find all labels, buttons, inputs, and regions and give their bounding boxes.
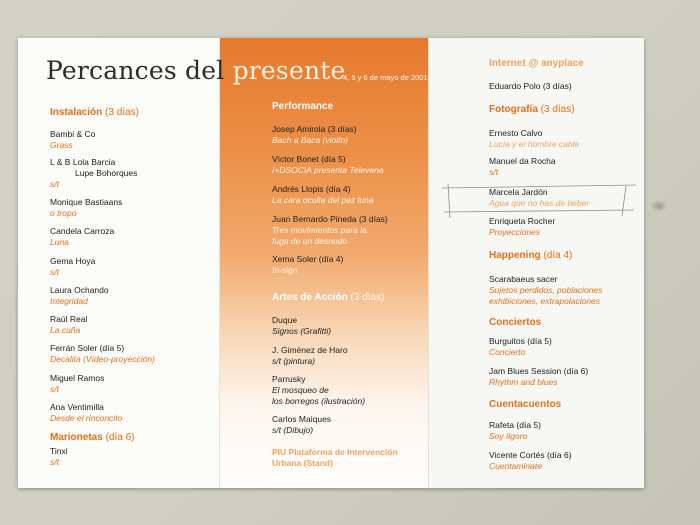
section-title: Internet @ anyplace — [489, 58, 584, 69]
artist-name: Jam Blues Session (día 6) — [489, 366, 589, 376]
work-title: o tropo — [50, 208, 77, 218]
list-item — [489, 187, 589, 209]
work-title: s/t — [50, 267, 59, 277]
artist-name: Ana Ventimilla — [50, 402, 104, 412]
right-panel — [428, 38, 644, 488]
work-title: Sujetos perdidos, poblaciones — [489, 285, 603, 295]
middle-panel — [220, 38, 428, 488]
work-title: s/t (pintura) — [272, 356, 315, 366]
work-title: Bach a Baca (violín) — [272, 135, 349, 145]
list-item — [272, 184, 374, 206]
work-title: Soy Ilgoro — [489, 431, 528, 441]
list-item — [50, 197, 122, 219]
work-title: Proyecciones — [489, 227, 541, 237]
work-title: Rhythm and blues — [489, 377, 558, 387]
section-note: (día 4) — [543, 250, 573, 261]
work-title: La cuña — [50, 325, 81, 335]
section-piu — [272, 447, 398, 469]
list-item — [50, 129, 95, 151]
list-item — [50, 446, 68, 468]
section-marionetas — [50, 432, 134, 443]
section-note: (3 días) — [350, 292, 385, 303]
artist-name: Burguitos (día 5) — [489, 336, 552, 346]
list-item — [272, 414, 331, 436]
list-item — [272, 254, 343, 276]
work-title-2: exhibiciones, extrapolaciones — [489, 296, 601, 306]
section-cuentacuentos — [489, 399, 561, 410]
section-title: Fotografía — [489, 104, 538, 115]
artist-name: Duque — [272, 315, 298, 325]
page-title — [46, 56, 346, 85]
list-item — [489, 128, 579, 150]
section-title: PIU Plataforma de Intervención — [272, 447, 398, 457]
artist-name: Andrés Llopis (día 4) — [272, 184, 351, 194]
artist-name: Raúl Real — [50, 314, 88, 324]
work-title: Concierto — [489, 347, 526, 357]
section-performance — [272, 101, 333, 112]
artist-name: Laura Ochando — [50, 285, 109, 295]
artist-name: Monique Bastiaans — [50, 197, 123, 207]
artist-name: Scarabaeus sacer — [489, 274, 558, 284]
left-panel — [18, 38, 220, 488]
artist-name: Miguel Ramos — [50, 373, 105, 383]
work-title: Luna — [50, 237, 69, 247]
work-title: El mosqueo de — [272, 385, 329, 395]
work-title: Decalita (Vídeo-proyección) — [50, 354, 155, 364]
list-item — [489, 420, 541, 442]
artist-name: Vicente Cortés (día 6) — [489, 450, 572, 460]
artist-name: Josep Amirola (3 días) — [272, 124, 357, 134]
artist-name-2: Lupe Bohorques — [75, 168, 138, 178]
section-artes-de-accion — [272, 292, 384, 303]
list-item — [50, 285, 109, 307]
title-part-1: Percances del — [46, 56, 233, 85]
section-instalacion — [50, 107, 139, 118]
artist-name: Gema Hoya — [50, 256, 96, 266]
list-item — [489, 81, 572, 92]
list-item — [489, 156, 556, 178]
list-item — [489, 274, 602, 307]
section-internet — [489, 58, 584, 69]
list-item — [272, 214, 388, 247]
list-item — [50, 373, 104, 395]
section-note: (3 días) — [540, 104, 575, 115]
section-title: Conciertos — [489, 317, 542, 328]
artist-name: Bambi & Co — [50, 129, 96, 139]
list-item — [489, 336, 552, 358]
list-item — [50, 402, 122, 424]
section-title: Instalación — [50, 107, 103, 118]
work-title: Integridad — [50, 296, 88, 306]
artist-name: Víctor Bonet (día 5) — [272, 154, 346, 164]
event-dates: 4, 5 y 6 de mayo de 2001 — [343, 73, 428, 82]
wall-smudge — [650, 200, 668, 212]
work-title: Agua que no has de beber — [489, 198, 590, 208]
work-title: I+DSOCIA presenta Televena — [272, 165, 384, 175]
artist-name: Eduardo Polo (3 días) — [489, 81, 572, 91]
list-item — [50, 157, 137, 190]
list-item — [272, 345, 348, 367]
list-item — [272, 374, 365, 407]
list-item — [272, 124, 357, 146]
work-title: s/t (Dibujo) — [272, 425, 314, 435]
artist-name: J. Giménez de Haro — [272, 345, 348, 355]
section-note: (día 6) — [105, 432, 135, 443]
work-title: Grass — [50, 140, 73, 150]
work-title: Tres movimientos para la — [272, 225, 367, 235]
section-title: Cuentacuentos — [489, 399, 562, 410]
section-title: Happening — [489, 250, 541, 261]
section-title: Artes de Acción — [272, 292, 348, 303]
section-conciertos — [489, 317, 541, 328]
artist-name: Marcela Jardón — [489, 187, 548, 197]
section-note: (3 días) — [105, 107, 139, 118]
section-title: Performance — [272, 101, 334, 112]
artist-name: Ernesto Calvo — [489, 128, 543, 138]
work-title-2: los borregos (ilustración) — [272, 396, 366, 406]
list-item — [50, 256, 95, 278]
work-title: s/t — [50, 179, 59, 189]
work-title: s/t — [50, 457, 59, 467]
title-part-2: presente — [232, 56, 346, 85]
work-title: s/t — [50, 384, 59, 394]
section-happening — [489, 250, 572, 261]
work-title: Lucía y el hombre cable — [489, 139, 580, 149]
section-title-2: Urbana (Stand) — [272, 458, 333, 468]
artist-name: Parrusky — [272, 374, 306, 384]
event-brochure — [18, 38, 644, 488]
list-item — [50, 314, 87, 336]
artist-name: Juan Bernardo Pineda (3 días) — [272, 214, 388, 224]
work-title-2: fuga de un desnudo — [272, 236, 348, 246]
work-title: Signos (Grafitti) — [272, 326, 332, 336]
list-item — [489, 450, 572, 472]
work-title: La cara oculta del pez luna — [272, 195, 374, 205]
artist-name: Tinxi — [50, 446, 68, 456]
list-item — [489, 216, 555, 238]
artist-name: Candela Carroza — [50, 226, 115, 236]
artist-name: Rafeta (día 5) — [489, 420, 541, 430]
work-title: Desde el rinconcito — [50, 413, 123, 423]
work-title: In-sign — [272, 265, 298, 275]
section-title: Marionetas — [50, 432, 103, 443]
list-item — [50, 343, 155, 365]
artist-name: Ferrán Soler (día 5) — [50, 343, 125, 353]
section-fotografia — [489, 104, 575, 115]
list-item — [50, 226, 114, 248]
list-item — [272, 154, 384, 176]
list-item — [489, 366, 588, 388]
work-title: Cuentaminate — [489, 461, 542, 471]
work-title: s/t — [489, 167, 498, 177]
artist-name: Enriqueta Rocher — [489, 216, 556, 226]
artist-name: Manuel da Rocha — [489, 156, 556, 166]
artist-name: L & B Lola Barcia — [50, 157, 116, 167]
artist-name: Carlos Maiques — [272, 414, 332, 424]
artist-name: Xema Soler (día 4) — [272, 254, 344, 264]
list-item — [272, 315, 331, 337]
